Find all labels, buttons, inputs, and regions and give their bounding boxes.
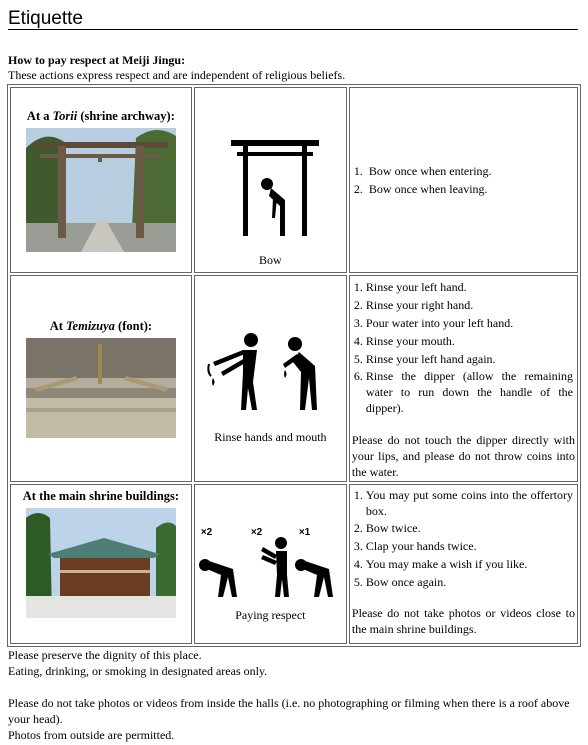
rinse-pictogram [201,332,341,422]
shrine-building-photo [26,508,176,618]
steps-list [350,278,577,416]
list-item: 2. Bow once when leaving. [353,182,488,196]
instructions-cell [349,484,578,644]
etiquette-table [7,84,581,647]
list-item: 1. Rinse your left hand. [353,280,467,294]
bow-pictogram [225,138,325,238]
location-label: At Temizuya (font): [49,319,153,333]
pictogram-cell [194,275,347,482]
repeat-mark: ×1 [298,527,311,538]
list-item: 1. Bow once when entering. [353,164,492,178]
footer-line: Photos from outside are permitted. [8,728,175,742]
list-item: 3. Clap your hands twice. [353,539,477,553]
pictogram-caption: Rinse hands and mouth [214,430,327,444]
footer-line: Please do not take photos or videos from inside the halls (i.e. no photographing or filming when there is a roof above your head). [8,696,570,726]
pictogram-caption: Paying respect [235,608,306,622]
list-item: 5. Rinse your left hand again. [353,352,496,366]
list-item: 1. You may put some coins into the offertory box. [353,488,573,518]
page-title: Etiquette [8,8,83,29]
pictogram-cell [194,484,347,644]
torii-photo [26,128,176,252]
instructions-cell [349,87,578,273]
location-cell [10,484,192,644]
footer-line: Eating, drinking, or smoking in designated areas only. [8,664,268,678]
table-row [10,484,578,644]
list-item: 4. Rinse your mouth. [353,334,455,348]
list-item: 5. Bow once again. [353,575,447,589]
list-item: 2. Bow twice. [353,521,421,535]
repeat-mark: ×2 [250,527,263,538]
location-label: At the main shrine buildings: [22,489,180,503]
section-heading: How to pay respect at Meiji Jingu: [8,53,186,67]
note-text: Please do not touch the dipper directly with your lips, and please do not throw coins into the water. [351,433,575,479]
section-intro: These actions express respect and are independent of religious beliefs. [8,68,346,82]
paying-respect-pictogram [197,535,345,601]
location-cell [10,275,192,482]
list-item: 4. You may make a wish if you like. [353,557,528,571]
pictogram-caption: Bow [259,253,282,267]
list-item: 3. Pour water into your left hand. [353,316,514,330]
note-text: Please do not take photos or videos close to the main shrine buildings. [351,606,575,636]
repeat-mark: ×2 [200,527,213,538]
location-cell [10,87,192,273]
steps-list [350,162,577,198]
footer-line: Please preserve the dignity of this place. [8,648,202,662]
pictogram-cell [194,87,347,273]
location-label: At a Torii (shrine archway): [26,108,175,123]
title-divider [8,29,578,30]
list-item: 2. Rinse your right hand. [353,298,474,312]
instructions-cell [349,275,578,482]
table-row [10,275,578,482]
footer-notes [8,647,580,743]
table-row [10,87,578,273]
temizuya-photo [26,338,176,438]
steps-list [350,487,577,591]
list-item: 6. Rinse the dipper (allow the remaining water to run down the handle of the dipper). [353,369,573,415]
